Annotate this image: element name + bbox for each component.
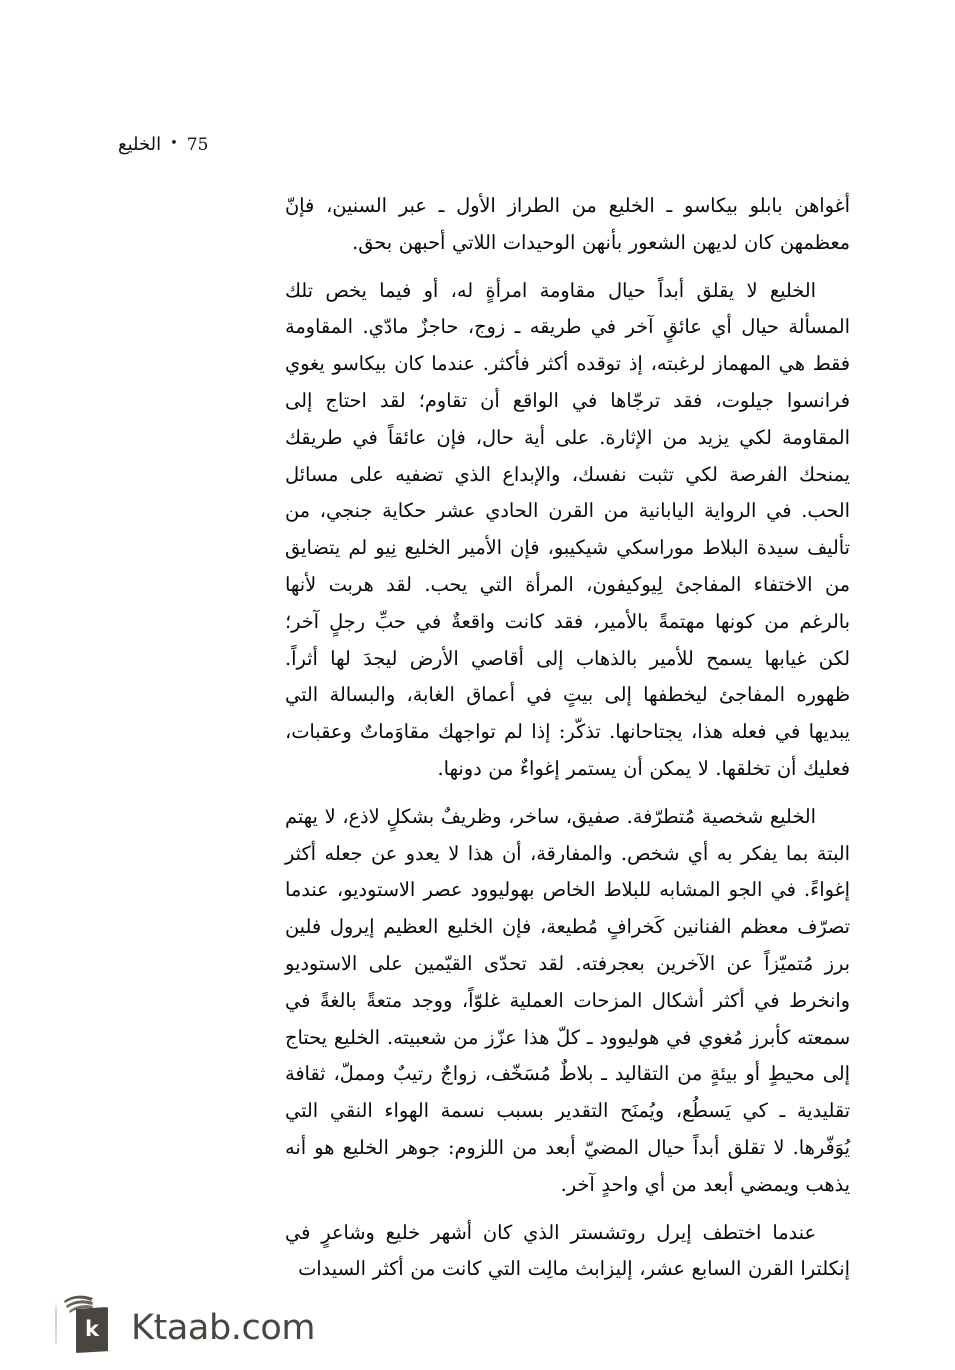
logo-letter: k (85, 1316, 99, 1341)
watermark-text: Ktaab.com (131, 1307, 316, 1348)
running-head-separator-dot: • (170, 135, 178, 151)
paragraph: الخليع لا يقلق أبداً حيال مقاومة امرأةٍ له، أو فيما يخص تلك المسألة حيال أي عائقٍ آخر في طريقه ـ زوج، حاجزٌ مادّي. المقاومة فقط هي المهماز لرغبته، إذ توقده أكثر فأكثر. عندما كان بيكاسو يغوي فرانسوا جيلوت، فقد ترجّاها في الواقع أن تقاوم؛ لقد احتاج إلى المقاومة لكي يزيد من الإثارة. على أية حال، فإن عائقاً في طريقك يمنحك الفرصة لكي تثبت نفسك، والإبداع الذي تضفيه على مسائل الحب. في الرواية اليابانية من القرن الحادي عشر حكاية جنجي، من تأليف سيدة البلاط موراسكي شيكيبو، فإن الأمير الخليع نِيو لم يتضايق من الاختفاء المفاجئ لِيوكيفون، المرأة التي يحب. لقد هربت لأنها بالرغم من كونها مهتمةً بالأمير، فقد كانت واقعةٌ في حبِّ رجلٍ آخر؛ لكن غيابها يسمح للأمير بالذهاب إلى أقاصي الأرض ليجدَ لها أثراً. ظهوره المفاجئ ليخطفها إلى بيتٍ في أعماق الغابة، والبسالة التي يبديها في فعله هذا، يجتاحانها. تذكّر: إذا لم تواجهك مقاوَماتٌ وعقبات، فعليك أن تخلقها. لا يمكن أن يستمر إغواءٌ من دونها. (285, 278, 850, 780)
site-watermark (62, 1293, 315, 1355)
ktaab-book-icon (62, 1293, 118, 1355)
running-head (118, 136, 208, 154)
paragraph: أغواهن بابلو بيكاسو ـ الخليع من الطراز الأول ـ عبر السنين، فإنّ معظمهن كان لديهن الشعور بأنهن الوحيدات اللاتي أحبهن بحق. (285, 194, 850, 254)
page-number: 75 (186, 134, 209, 155)
scan-edge-artifact (55, 1300, 57, 1344)
running-head-chapter-title: الخليع (118, 134, 162, 155)
paragraph: عندما اختطف إيرل روتشستر الذي كان أشهر خليع وشاعرٍ في إنكلترا القرن السابع عشر، إليزابث مالِت التي كانت من أكثر السيدات (285, 1220, 850, 1281)
paragraph: الخليع شخصية مُتطرّفة. صفيق، ساخر، وظريفٌ بشكلٍ لاذع، لا يهتم البتة بما يفكر به أي شخص. والمفارقة، أن هذا لا يعدو عن جعله أكثر إغواءً. في الجو المشابه للبلاط الخاص بهوليوود عصر الاستوديو، عندما تصرّف معظم الفنانين كَخرافٍ مُطيعة، فإن الخليع العظيم إيرول فلين برز مُتميّزاً عن الآخرين بعجرفته. لقد تحدّى القيّمين على الاستوديو وانخرط في أكثر أشكال المزحات العملية غلوّاً، ووجد متعةً بالغةً في سمعته كأبرز مُغوي في هوليوود ـ كلّ هذا عزّز من شعبيته. الخليع يحتاج إلى محيطٍ أو بيئةٍ من التقاليد ـ بلاطٌ مُسَخّف، زواجٌ رتيبٌ ومملّ، ثقافة تقليدية ـ كي يَسطُع، ويُمنَح التقدير بسبب نسمة الهواء النقي التي يُوَفّرها. لا تقلق أبداً حيال المضيّ أبعد من اللزوم: جوهر الخليع هو أنه يذهب ويمضي أبعد من أي واحدٍ آخر. (285, 804, 850, 1196)
body-text-block (285, 188, 850, 1288)
